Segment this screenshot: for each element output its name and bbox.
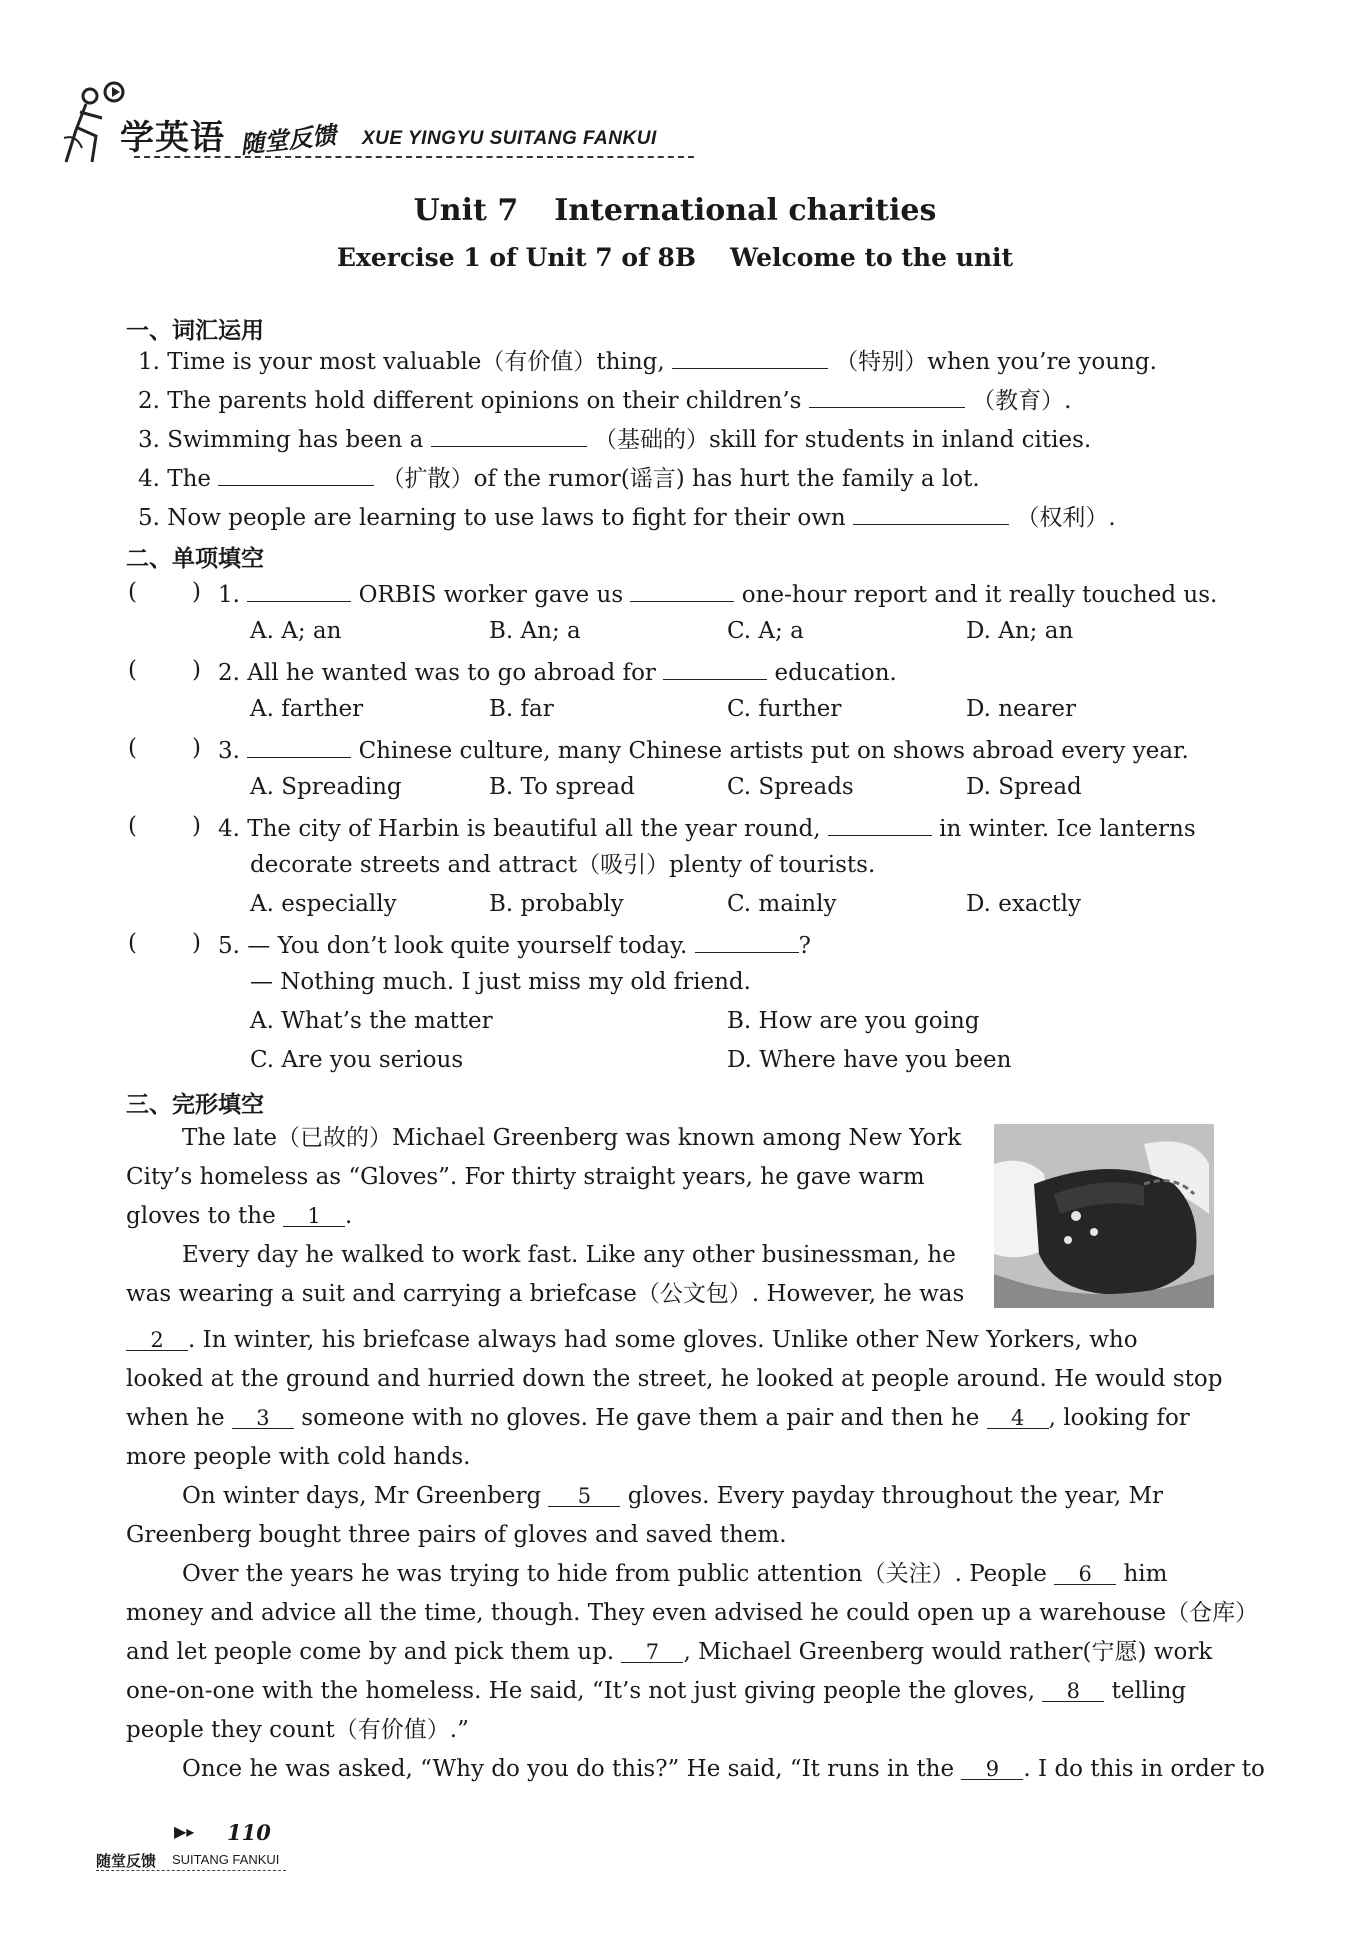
option-c[interactable]: C. Are you serious: [250, 1047, 464, 1073]
cloze-line: Greenberg bought three pairs of gloves and saved them.: [126, 1522, 787, 1548]
section-vocabulary-heading: 一、词汇运用: [126, 318, 264, 344]
cloze-blank-9[interactable]: 9: [961, 1757, 1023, 1780]
option-c[interactable]: C. further: [727, 696, 842, 722]
vocab-item-5: 5. Now people are learning to use laws to fight for their own （权利）.: [138, 502, 1116, 533]
answer-paren-close[interactable]: ): [192, 735, 201, 761]
page-number: 110: [227, 1820, 271, 1845]
vocab-item-3: 3. Swimming has been a （基础的）skill for students in inland cities.: [138, 424, 1091, 455]
cloze-line: one-on-one with the homeless. He said, “It’s not just giving people the gloves, 8 telling: [126, 1678, 1187, 1704]
option-a[interactable]: A. A; an: [250, 618, 342, 644]
mc-question-4-line-2: decorate streets and attract（吸引）plenty of tourists.: [250, 852, 876, 878]
answer-paren-open[interactable]: (: [128, 813, 137, 839]
cloze-blank-3[interactable]: 3: [232, 1406, 294, 1429]
unit-name: International charities: [554, 193, 937, 228]
cloze-line: The late（已故的）Michael Greenberg was known among New York: [182, 1125, 962, 1151]
option-b[interactable]: B. probably: [489, 891, 624, 917]
cloze-blank-1[interactable]: 1: [283, 1204, 345, 1227]
section-cloze-heading: 三、完形填空: [126, 1092, 264, 1118]
unit-title: [0, 193, 1350, 228]
cloze-line: Once he was asked, “Why do you do this?” He said, “It runs in the 9 . I do this in order to: [182, 1756, 1265, 1782]
footer-divider: [96, 1870, 286, 1871]
header-pinyin: XUE YINGYU SUITANG FANKUI: [362, 128, 657, 149]
option-b[interactable]: B. To spread: [489, 774, 635, 800]
option-d[interactable]: D. An; an: [966, 618, 1074, 644]
vocab-item-2: 2. The parents hold different opinions on their children’s （教育）.: [138, 385, 1071, 416]
cloze-line: people they count（有价值）.”: [126, 1717, 469, 1743]
answer-paren-open[interactable]: (: [128, 930, 137, 956]
cloze-blank-4[interactable]: 4: [987, 1406, 1049, 1429]
cloze-line: 2 . In winter, his briefcase always had some gloves. Unlike other New Yorkers, who: [126, 1327, 1138, 1355]
option-c[interactable]: C. A; a: [727, 618, 804, 644]
vocab-item-4: 4. The （扩散）of the rumor(谣言) has hurt the family a lot.: [138, 463, 980, 494]
cloze-blank-2[interactable]: 2: [126, 1328, 188, 1351]
answer-blank[interactable]: [431, 424, 587, 447]
cloze-blank-7[interactable]: 7: [621, 1640, 683, 1663]
option-a[interactable]: A. farther: [250, 696, 364, 722]
mc-question-2: 2. All he wanted was to go abroad for education.: [218, 657, 897, 688]
gloves-photo: [994, 1124, 1214, 1308]
footer-pinyin: SUITANG FANKUI: [172, 1852, 280, 1867]
unit-number: Unit 7: [413, 193, 519, 228]
cloze-line: more people with cold hands.: [126, 1444, 471, 1470]
cloze-line: Every day he walked to work fast. Like any other businessman, he: [182, 1242, 956, 1268]
option-c[interactable]: C. Spreads: [727, 774, 854, 800]
cloze-line: looked at the ground and hurried down the street, he looked at people around. He would stop: [126, 1366, 1223, 1392]
lesson-label: Welcome to the unit: [730, 243, 1014, 272]
cloze-line: money and advice all the time, though. They even advised he could open up a warehouse（仓库）: [126, 1600, 1259, 1626]
answer-paren-open[interactable]: (: [128, 657, 137, 683]
exercise-label: Exercise 1 of Unit 7 of 8B: [336, 243, 697, 272]
cloze-blank-6[interactable]: 6: [1054, 1562, 1116, 1585]
option-d[interactable]: D. exactly: [966, 891, 1082, 917]
exercise-title: [0, 243, 1350, 272]
gloves-image-icon: [994, 1124, 1214, 1308]
answer-blank[interactable]: [853, 502, 1009, 525]
option-d[interactable]: D. Spread: [966, 774, 1082, 800]
option-a[interactable]: A. Spreading: [250, 774, 402, 800]
cloze-line: was wearing a suit and carrying a briefcase（公文包）. However, he was: [126, 1281, 965, 1307]
answer-paren-close[interactable]: ): [192, 930, 201, 956]
option-d[interactable]: D. nearer: [966, 696, 1076, 722]
footer-label: 随堂反馈: [96, 1852, 157, 1870]
answer-paren-open[interactable]: (: [128, 735, 137, 761]
answer-paren-close[interactable]: ): [192, 813, 201, 839]
answer-blank[interactable]: [672, 346, 828, 369]
option-c[interactable]: C. mainly: [727, 891, 837, 917]
answer-paren-close[interactable]: ): [192, 657, 201, 683]
mc-question-5: 5. — You don’t look quite yourself today. ?: [218, 930, 811, 961]
header-divider: [134, 156, 694, 158]
page-header: [62, 70, 662, 180]
option-b[interactable]: B. An; a: [489, 618, 581, 644]
cloze-blank-8[interactable]: 8: [1042, 1679, 1104, 1702]
answer-paren-close[interactable]: ): [192, 579, 201, 605]
answer-paren-open[interactable]: (: [128, 579, 137, 605]
option-d[interactable]: D. Where have you been: [727, 1047, 1012, 1073]
answer-blank[interactable]: [663, 657, 767, 680]
cloze-line: On winter days, Mr Greenberg 5 gloves. Every payday throughout the year, Mr: [182, 1483, 1164, 1509]
cloze-line: when he 3 someone with no gloves. He gave them a pair and then he 4 , looking for: [126, 1405, 1190, 1431]
answer-blank[interactable]: [218, 463, 374, 486]
answer-blank[interactable]: [695, 930, 799, 953]
header-logo-text: 学英语: [120, 118, 225, 158]
answer-blank[interactable]: [247, 735, 351, 758]
cloze-blank-5[interactable]: 5: [548, 1484, 620, 1507]
header-subtitle-text: 随堂反馈: [239, 121, 338, 159]
option-a[interactable]: A. What’s the matter: [250, 1008, 493, 1034]
answer-blank[interactable]: [809, 385, 965, 408]
option-a[interactable]: A. especially: [250, 891, 397, 917]
cloze-line: Over the years he was trying to hide from public attention（关注）. People 6 him: [182, 1561, 1168, 1587]
section-multiple-choice-heading: 二、单项填空: [126, 546, 264, 572]
answer-blank[interactable]: [247, 579, 351, 602]
mc-question-5-line-2: — Nothing much. I just miss my old friend.: [250, 969, 751, 995]
cloze-line: City’s homeless as “Gloves”. For thirty straight years, he gave warm: [126, 1164, 925, 1190]
answer-blank[interactable]: [828, 813, 932, 836]
mc-question-4: 4. The city of Harbin is beautiful all the year round, in winter. Ice lanterns: [218, 813, 1196, 844]
cloze-line: gloves to the 1 .: [126, 1203, 353, 1229]
cloze-line: and let people come by and pick them up. 7 , Michael Greenberg would rather(宁愿) work: [126, 1639, 1213, 1665]
mc-question-1: 1. ORBIS worker gave us one-hour report and it really touched us.: [218, 579, 1217, 610]
footer-arrow-icon: ▶▸: [174, 1822, 195, 1841]
option-b[interactable]: B. How are you going: [727, 1008, 980, 1034]
option-b[interactable]: B. far: [489, 696, 554, 722]
mc-question-3: 3. Chinese culture, many Chinese artists put on shows abroad every year.: [218, 735, 1189, 766]
vocab-item-1: 1. Time is your most valuable（有价值）thing, （特别）when you’re young.: [138, 346, 1157, 377]
answer-blank[interactable]: [630, 579, 734, 602]
